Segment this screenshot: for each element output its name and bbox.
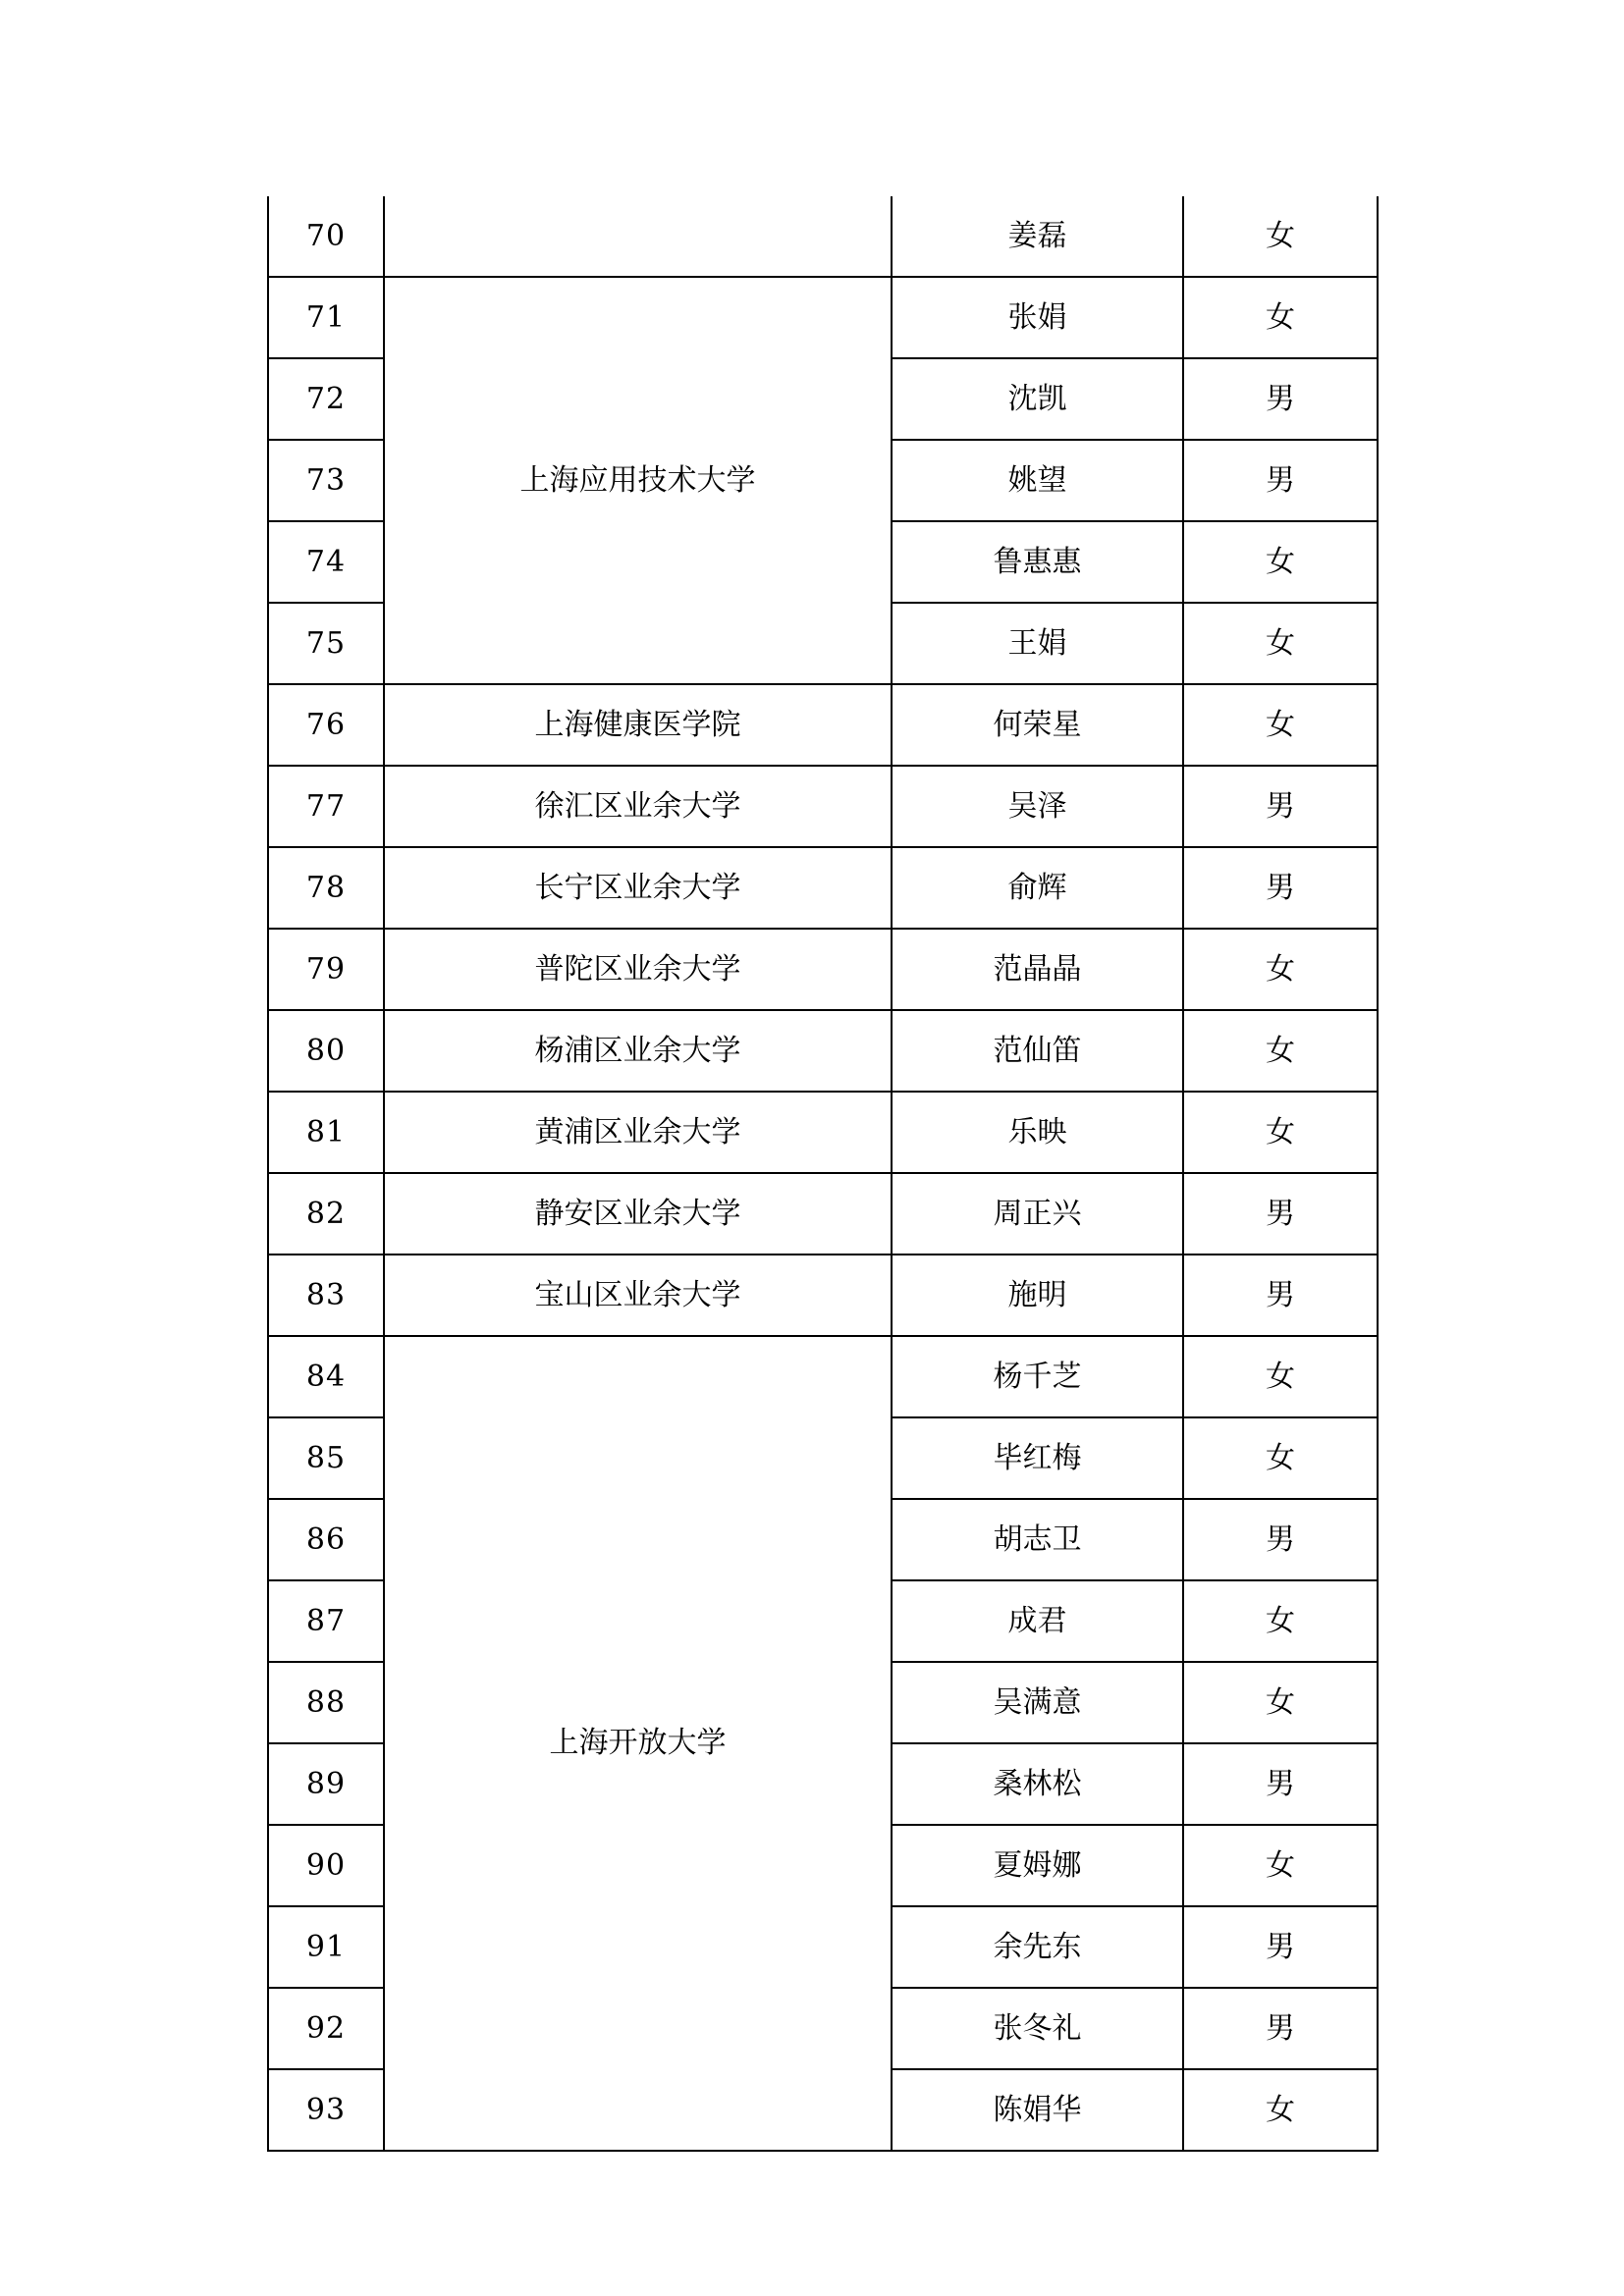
school-cell: 普陀区业余大学	[384, 929, 892, 1010]
name-cell: 张娟	[892, 277, 1183, 358]
name-cell: 俞辉	[892, 847, 1183, 929]
row-number-cell: 86	[268, 1499, 384, 1580]
school-cell: 上海开放大学	[384, 1336, 892, 2151]
name-cell: 陈娟华	[892, 2069, 1183, 2151]
name-cell: 周正兴	[892, 1173, 1183, 1255]
row-number-cell: 91	[268, 1906, 384, 1988]
name-cell: 鲁惠惠	[892, 521, 1183, 603]
row-number-cell: 89	[268, 1743, 384, 1825]
row-number-cell: 88	[268, 1662, 384, 1743]
row-number-cell: 81	[268, 1092, 384, 1173]
gender-cell: 男	[1183, 1499, 1378, 1580]
name-cell: 姜磊	[892, 196, 1183, 277]
row-number-cell: 85	[268, 1417, 384, 1499]
gender-cell: 女	[1183, 1662, 1378, 1743]
roster-table-body	[268, 196, 1378, 2151]
table-row	[268, 847, 1378, 929]
gender-cell: 男	[1183, 1743, 1378, 1825]
gender-cell: 男	[1183, 358, 1378, 440]
gender-cell: 男	[1183, 440, 1378, 521]
name-cell: 吴满意	[892, 1662, 1183, 1743]
gender-cell: 女	[1183, 277, 1378, 358]
table-row	[268, 766, 1378, 847]
name-cell: 桑林松	[892, 1743, 1183, 1825]
row-number-cell: 78	[268, 847, 384, 929]
table-row	[268, 1173, 1378, 1255]
name-cell: 沈凯	[892, 358, 1183, 440]
name-cell: 施明	[892, 1255, 1183, 1336]
gender-cell: 女	[1183, 1580, 1378, 1662]
gender-cell: 男	[1183, 847, 1378, 929]
row-number-cell: 77	[268, 766, 384, 847]
name-cell: 成君	[892, 1580, 1183, 1662]
name-cell: 范仙笛	[892, 1010, 1183, 1092]
gender-cell: 女	[1183, 196, 1378, 277]
row-number-cell: 79	[268, 929, 384, 1010]
row-number-cell: 73	[268, 440, 384, 521]
name-cell: 胡志卫	[892, 1499, 1183, 1580]
row-number-cell: 76	[268, 684, 384, 766]
school-cell: 徐汇区业余大学	[384, 766, 892, 847]
name-cell: 张冬礼	[892, 1988, 1183, 2069]
name-cell: 夏姆娜	[892, 1825, 1183, 1906]
school-cell: 宝山区业余大学	[384, 1255, 892, 1336]
row-number-cell: 90	[268, 1825, 384, 1906]
row-number-cell: 72	[268, 358, 384, 440]
gender-cell: 女	[1183, 1825, 1378, 1906]
table-row	[268, 196, 1378, 277]
gender-cell: 男	[1183, 1988, 1378, 2069]
name-cell: 乐映	[892, 1092, 1183, 1173]
table-row	[268, 684, 1378, 766]
school-cell: 静安区业余大学	[384, 1173, 892, 1255]
row-number-cell: 74	[268, 521, 384, 603]
gender-cell: 女	[1183, 1417, 1378, 1499]
gender-cell: 男	[1183, 1255, 1378, 1336]
row-number-cell: 92	[268, 1988, 384, 2069]
row-number-cell: 75	[268, 603, 384, 684]
gender-cell: 女	[1183, 929, 1378, 1010]
name-cell: 范晶晶	[892, 929, 1183, 1010]
table-row	[268, 277, 1378, 358]
name-cell: 余先东	[892, 1906, 1183, 1988]
gender-cell: 女	[1183, 2069, 1378, 2151]
table-row	[268, 1092, 1378, 1173]
row-number-cell: 87	[268, 1580, 384, 1662]
name-cell: 杨千芝	[892, 1336, 1183, 1417]
row-number-cell: 93	[268, 2069, 384, 2151]
gender-cell: 男	[1183, 766, 1378, 847]
school-cell: 上海应用技术大学	[384, 277, 892, 684]
school-cell: 上海健康医学院	[384, 684, 892, 766]
table-row	[268, 1255, 1378, 1336]
row-number-cell: 80	[268, 1010, 384, 1092]
school-cell: 杨浦区业余大学	[384, 1010, 892, 1092]
gender-cell: 女	[1183, 684, 1378, 766]
row-number-cell: 84	[268, 1336, 384, 1417]
name-cell: 吴泽	[892, 766, 1183, 847]
gender-cell: 男	[1183, 1173, 1378, 1255]
gender-cell: 女	[1183, 521, 1378, 603]
gender-cell: 男	[1183, 1906, 1378, 1988]
row-number-cell: 83	[268, 1255, 384, 1336]
table-row	[268, 1336, 1378, 1417]
table-row	[268, 1010, 1378, 1092]
school-cell: 长宁区业余大学	[384, 847, 892, 929]
table-row	[268, 929, 1378, 1010]
name-cell: 毕红梅	[892, 1417, 1183, 1499]
gender-cell: 女	[1183, 1336, 1378, 1417]
row-number-cell: 82	[268, 1173, 384, 1255]
gender-cell: 女	[1183, 1092, 1378, 1173]
name-cell: 姚望	[892, 440, 1183, 521]
name-cell: 何荣星	[892, 684, 1183, 766]
row-number-cell: 70	[268, 196, 384, 277]
gender-cell: 女	[1183, 603, 1378, 684]
gender-cell: 女	[1183, 1010, 1378, 1092]
row-number-cell: 71	[268, 277, 384, 358]
roster-table	[267, 196, 1379, 2152]
school-cell: 黄浦区业余大学	[384, 1092, 892, 1173]
school-cell	[384, 196, 892, 277]
name-cell: 王娟	[892, 603, 1183, 684]
